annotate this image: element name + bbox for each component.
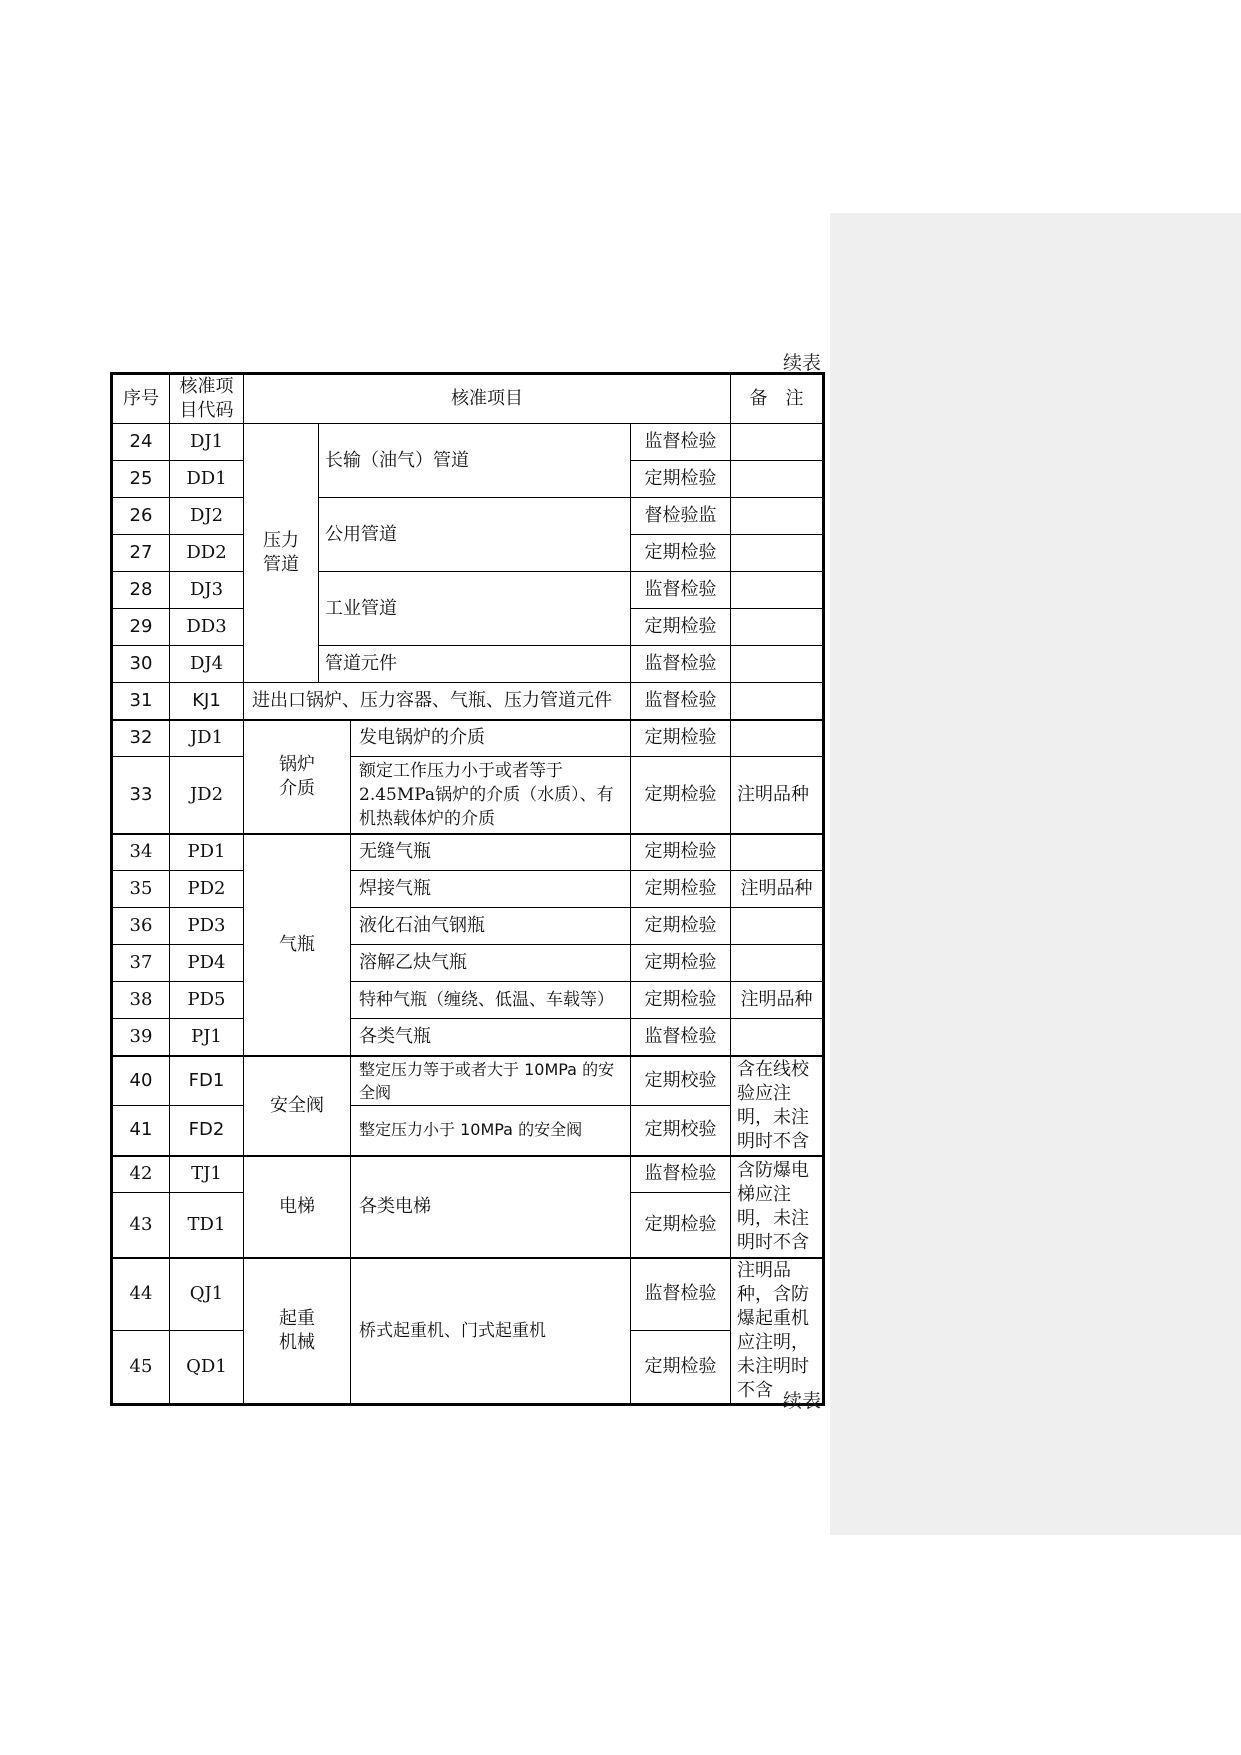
row-seq: 37 [112,945,170,982]
row-remark [731,908,824,945]
table-row [112,1056,824,1106]
group-safety-valve: 安全阀 [244,1056,351,1156]
row-code: DD1 [170,461,244,498]
table-row [112,1156,824,1193]
row-inspection-type: 定期检验 [631,1193,731,1258]
row-seq: 36 [112,908,170,945]
row-seq: 24 [112,424,170,461]
row-inspection-type: 监督检验 [631,683,731,720]
row-code: QJ1 [170,1258,244,1331]
table-row [112,572,824,609]
row-remark: 注明品种 [731,982,824,1019]
header-item: 核准项目 [244,374,731,424]
row-code: DD2 [170,535,244,572]
row-inspection-type: 监督检验 [631,1019,731,1056]
row-inspection-type: 监督检验 [631,1156,731,1193]
row-code: JD2 [170,757,244,834]
row-item-name: 管道元件 [319,646,631,683]
row-inspection-type: 监督检验 [631,424,731,461]
group-crane: 起重机械 [244,1258,351,1405]
group-elevator: 电梯 [244,1156,351,1258]
approval-items-table [110,372,825,1406]
row-code: PD1 [170,834,244,871]
group-cylinder: 气瓶 [244,834,351,1056]
table-row [112,757,824,834]
header-seq: 序号 [112,374,170,424]
row-code: PD3 [170,908,244,945]
row-item-name: 特种气瓶（缠绕、低温、车载等） [351,982,631,1019]
row-code: TD1 [170,1193,244,1258]
table-row [112,871,824,908]
row-seq: 30 [112,646,170,683]
row-seq: 28 [112,572,170,609]
row-inspection-type: 定期检验 [631,1331,731,1404]
row-code: TJ1 [170,1156,244,1193]
row-code: PJ1 [170,1019,244,1056]
table-row [112,1106,824,1156]
header-row [112,374,824,424]
row-inspection-type: 定期检验 [631,609,731,646]
row-code: DJ2 [170,498,244,535]
group-boiler-medium: 锅炉介质 [244,720,351,834]
row-inspection-type: 监督检验 [631,572,731,609]
group-pressure-pipe: 压力管道 [244,424,319,683]
row-inspection-type: 定期校验 [631,1056,731,1106]
row-code: DJ4 [170,646,244,683]
row-inspection-type: 定期校验 [631,1106,731,1156]
row-item-name: 溶解乙炔气瓶 [351,945,631,982]
row-seq: 29 [112,609,170,646]
row-seq: 38 [112,982,170,1019]
row-code: FD1 [170,1056,244,1106]
comment-pane [830,213,1241,1535]
row-seq: 33 [112,757,170,834]
row-code: DJ3 [170,572,244,609]
row-remark [731,834,824,871]
row-item-name: 焊接气瓶 [351,871,631,908]
row-inspection-type: 定期检验 [631,908,731,945]
row-seq: 31 [112,683,170,720]
row-seq: 34 [112,834,170,871]
continued-caption-top: 续表 [782,352,821,374]
row-seq: 25 [112,461,170,498]
row-inspection-type: 督检验监 [631,498,731,535]
row-code: PD2 [170,871,244,908]
row-item-name: 工业管道 [319,572,631,646]
row-remark [731,461,824,498]
row-item-name: 额定工作压力小于或者等于2.45MPa锅炉的介质（水质）、有机热载体炉的介质 [351,757,631,834]
row-item-name: 无缝气瓶 [351,834,631,871]
row-seq: 45 [112,1331,170,1404]
row-seq: 27 [112,535,170,572]
row-remark [731,424,824,461]
row-inspection-type: 定期检验 [631,834,731,871]
row-code: DJ1 [170,424,244,461]
row-item-name: 进出口锅炉、压力容器、气瓶、压力管道元件 [244,683,631,720]
table-row [112,720,824,757]
row-item-name: 各类气瓶 [351,1019,631,1056]
row-remark [731,1019,824,1056]
row-item-name: 整定压力小于 10MPa 的安全阀 [351,1106,631,1156]
table-row [112,424,824,461]
row-seq: 43 [112,1193,170,1258]
row-inspection-type: 定期检验 [631,871,731,908]
continued-caption-bottom: 续表 [782,1390,821,1412]
row-remark [731,498,824,535]
row-item-name: 各类电梯 [351,1156,631,1258]
table-row [112,945,824,982]
row-seq: 42 [112,1156,170,1193]
row-seq: 35 [112,871,170,908]
row-inspection-type: 监督检验 [631,646,731,683]
row-inspection-type: 定期检验 [631,720,731,757]
row-code: DD3 [170,609,244,646]
table-row [112,982,824,1019]
row-code: JD1 [170,720,244,757]
row-inspection-type: 定期检验 [631,757,731,834]
table-row [112,646,824,683]
row-remark: 含在线校验应注明，未注明时不含 [731,1056,824,1156]
row-seq: 44 [112,1258,170,1331]
row-inspection-type: 定期检验 [631,461,731,498]
row-item-name: 桥式起重机、门式起重机 [351,1258,631,1405]
row-seq: 41 [112,1106,170,1156]
row-code: QD1 [170,1331,244,1404]
row-remark [731,646,824,683]
row-inspection-type: 定期检验 [631,535,731,572]
row-remark: 注明品种 [731,871,824,908]
row-seq: 39 [112,1019,170,1056]
row-seq: 40 [112,1056,170,1106]
row-code: PD4 [170,945,244,982]
row-item-name: 整定压力等于或者大于 10MPa 的安全阀 [351,1056,631,1106]
row-remark: 含防爆电梯应注明，未注明时不含 [731,1156,824,1258]
row-item-name: 长输（油气）管道 [319,424,631,498]
table-row [112,498,824,535]
row-inspection-type: 监督检验 [631,1258,731,1331]
row-remark [731,535,824,572]
row-remark [731,945,824,982]
table-row [112,683,824,720]
row-inspection-type: 定期检验 [631,945,731,982]
row-remark [731,683,824,720]
table-row [112,834,824,871]
row-remark: 注明品种 [731,757,824,834]
header-code: 核准项目代码 [170,374,244,424]
row-seq: 32 [112,720,170,757]
row-code: FD2 [170,1106,244,1156]
row-code: KJ1 [170,683,244,720]
row-remark [731,609,824,646]
table-row [112,1019,824,1056]
row-item-name: 发电锅炉的介质 [351,720,631,757]
row-item-name: 液化石油气钢瓶 [351,908,631,945]
row-code: PD5 [170,982,244,1019]
row-seq: 26 [112,498,170,535]
row-item-name: 公用管道 [319,498,631,572]
row-remark: 注明品种，含防爆起重机应注明，未注明时不含 [731,1258,824,1405]
table-row [112,908,824,945]
table-row [112,1258,824,1331]
row-remark [731,572,824,609]
row-inspection-type: 定期检验 [631,982,731,1019]
header-remark: 备 注 [731,374,824,424]
row-remark [731,720,824,757]
